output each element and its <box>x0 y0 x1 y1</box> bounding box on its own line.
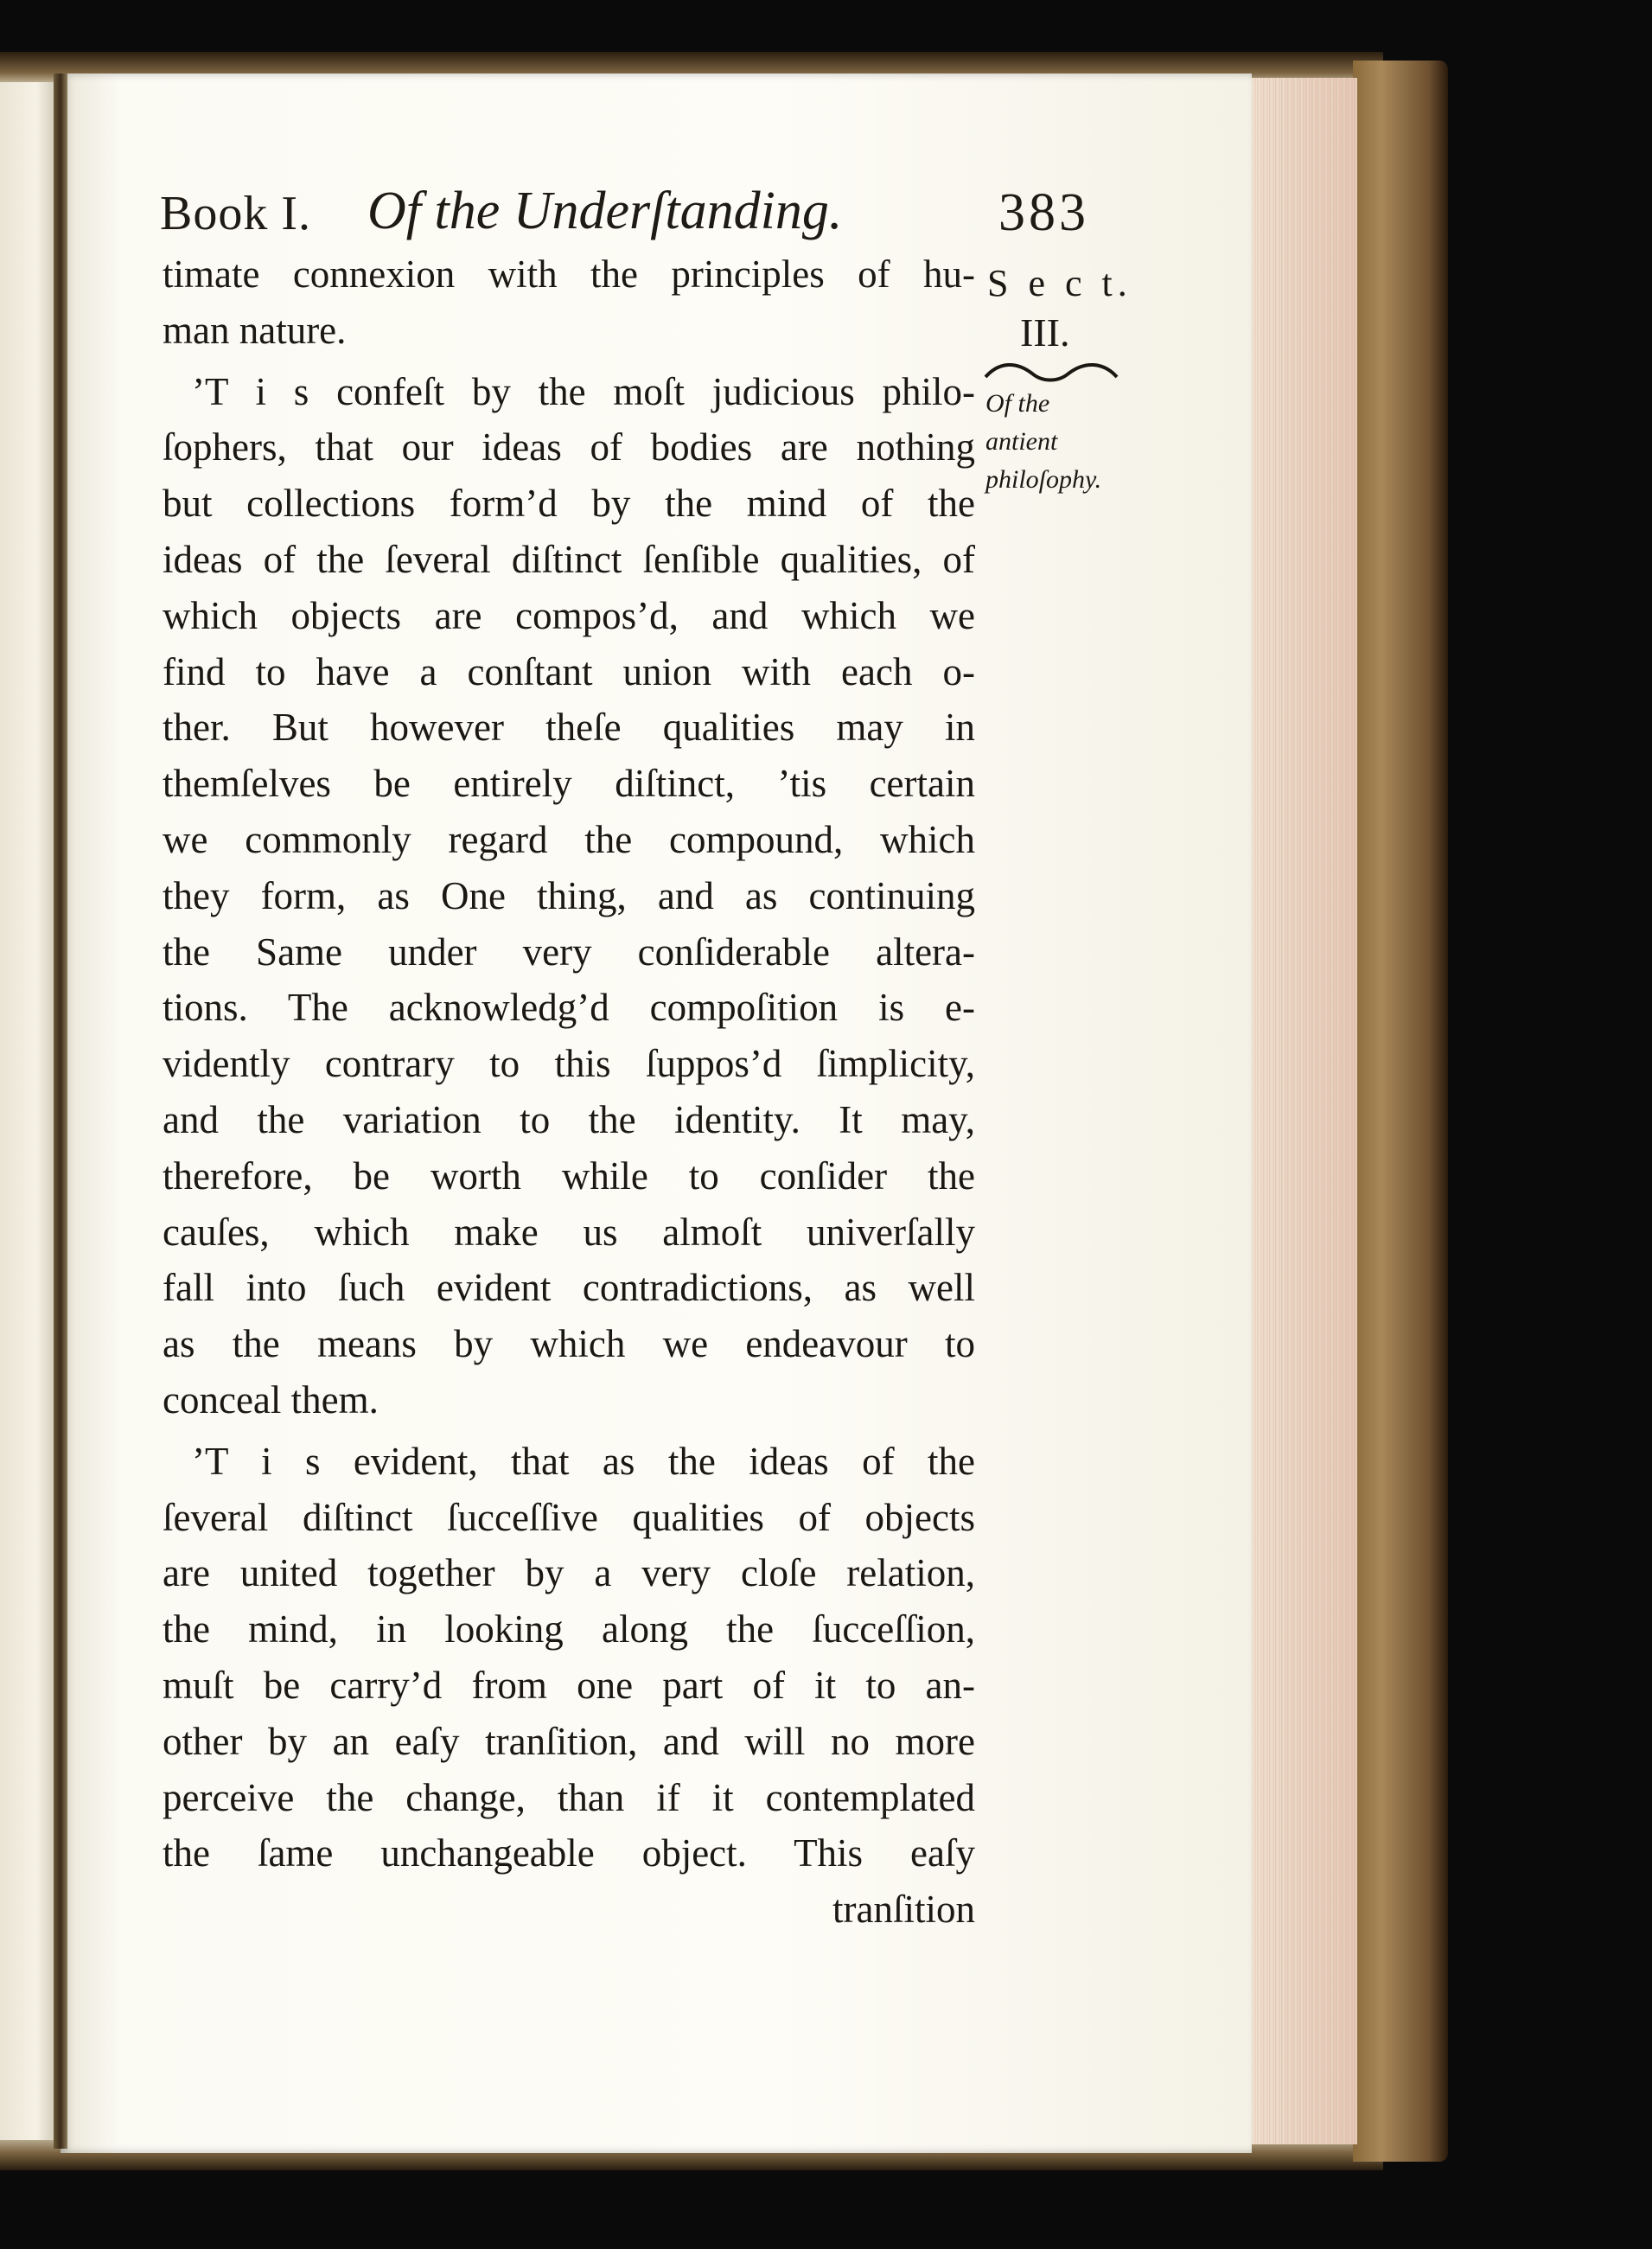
margin-brace-ornament <box>982 356 1120 386</box>
page-number: 383 <box>998 183 1089 242</box>
book-cover-edge <box>1353 61 1448 2162</box>
running-head-book: Book I. <box>160 187 311 240</box>
facing-page-edge <box>0 82 61 2140</box>
margin-note <box>985 385 1101 499</box>
book-gutter <box>54 73 67 2149</box>
text-line: therefore, be worth while to conſider the <box>163 1153 975 1198</box>
catchword: tranſition <box>832 1888 975 1932</box>
text-line: ſeveral diſtinct ſucceſſive qualities of objects <box>163 1495 975 1539</box>
text-line: cauſes, which make us almoſt univerſally <box>163 1210 975 1254</box>
text-line: ideas of the ſeveral diſtinct ſenſible qualities, of <box>163 537 975 581</box>
text-line: the mind, in looking along the ſucceſſion, <box>163 1607 975 1652</box>
margin-note-line: philoſophy. <box>985 465 1102 494</box>
text-line: ’T i s confeſt by the moſt judicious philo- <box>192 369 975 413</box>
page-fore-edges <box>1245 78 1357 2144</box>
text-line: perceive the change, than if it contemplated <box>163 1775 975 1819</box>
text-line: we commonly regard the compound, which <box>163 817 975 861</box>
running-head <box>160 177 1111 255</box>
text-line: other by an eaſy tranſition, and will no more <box>163 1719 975 1763</box>
margin-note-line: Of the <box>985 389 1050 418</box>
text-line: fall into ſuch evident contradictions, as well <box>163 1266 975 1310</box>
text-line: which objects are compos’d, and which we <box>163 593 975 637</box>
body-text <box>163 246 975 1938</box>
text-line: conceal them. <box>163 1377 379 1422</box>
margin-section-number: III. <box>1020 310 1070 355</box>
margin-note-line: antient <box>985 427 1058 456</box>
text-line: the Same under very conſiderable altera- <box>163 930 975 974</box>
text-line: ther. But however theſe qualities may in <box>163 706 975 750</box>
text-line: muſt be carry’d from one part of it to an- <box>163 1663 975 1707</box>
text-line: are united together by a very cloſe relation, <box>163 1551 975 1595</box>
text-line: themſelves be entirely diſtinct, ’tis certain <box>163 762 975 806</box>
text-line: vidently contrary to this ſuppos’d ſimplicity, <box>163 1042 975 1086</box>
text-line: the ſame unchangeable object. This eaſy <box>163 1831 975 1875</box>
text-line: find to have a conſtant union with each o- <box>163 649 975 693</box>
text-line: they form, as One thing, and as continuing <box>163 873 975 917</box>
text-line: but collections form’d by the mind of the <box>163 482 975 526</box>
margin-section-label: S e c t. <box>987 262 1132 304</box>
text-line: and the variation to the identity. It may, <box>163 1097 975 1141</box>
text-line: timate connexion with the principles of hu- <box>163 252 975 296</box>
text-line: ’T i s evident, that as the ideas of the <box>192 1439 975 1483</box>
text-line: man nature. <box>163 308 347 352</box>
text-line: as the means by which we endeavour to <box>163 1322 975 1366</box>
text-line: tions. The acknowledg’d compoſition is e- <box>163 986 975 1030</box>
running-head-title: Of the Underſtanding. <box>367 182 843 240</box>
text-line: ſophers, that our ideas of bodies are nothing <box>163 425 975 470</box>
